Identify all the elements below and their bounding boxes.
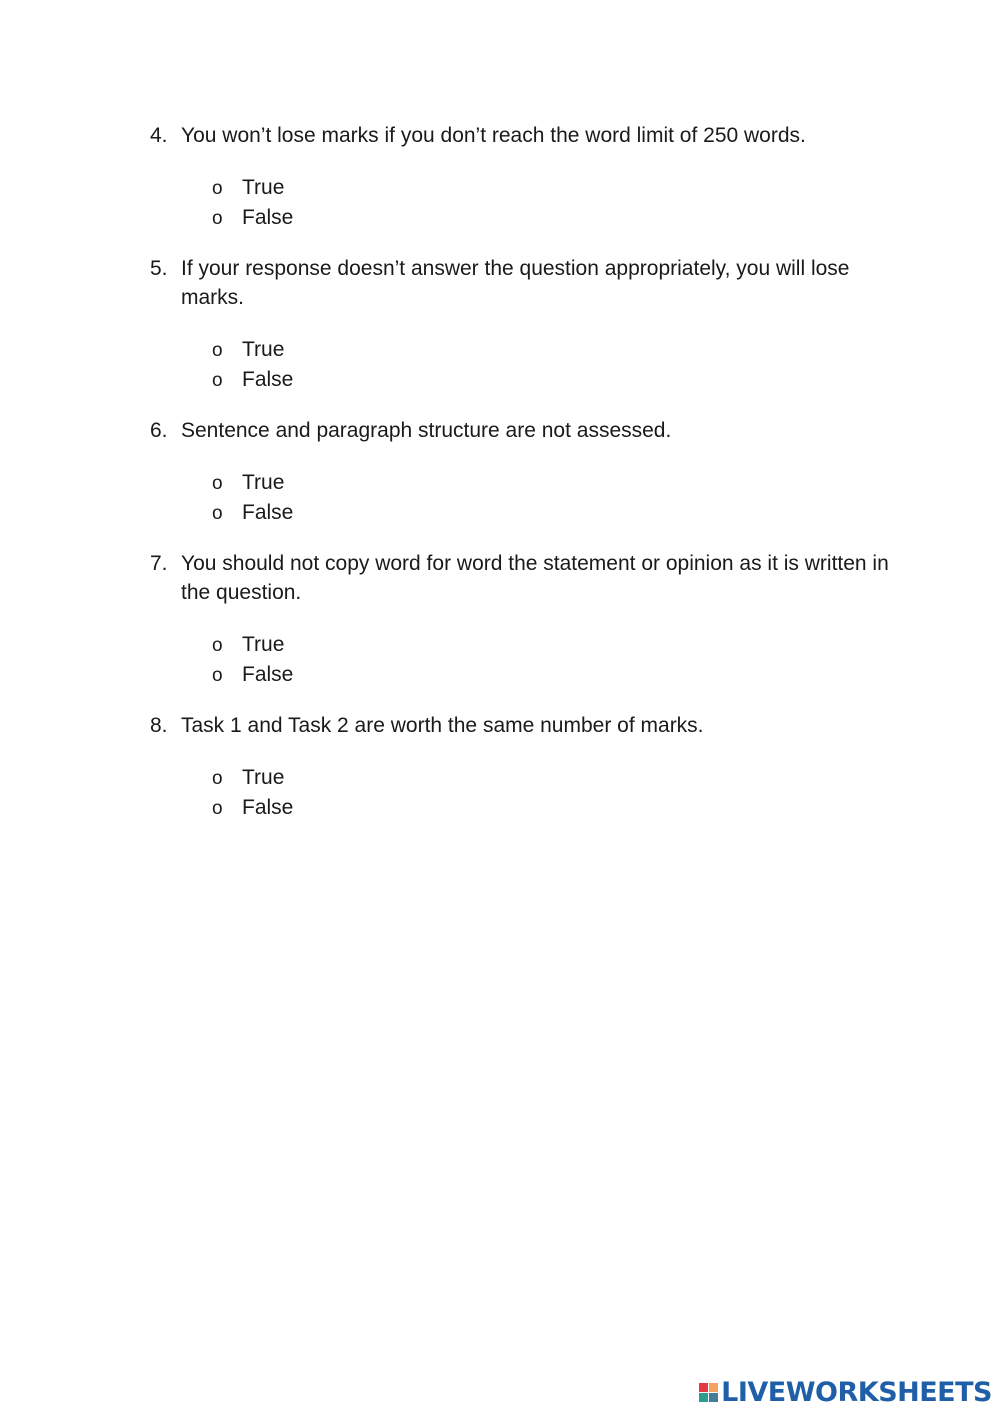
- radio-bullet[interactable]: o: [212, 473, 223, 494]
- answer-options: [150, 763, 890, 823]
- radio-bullet[interactable]: o: [212, 178, 223, 199]
- option-label: True: [242, 471, 285, 494]
- question-text: You won’t lose marks if you don’t reach the word limit of 250 words.: [181, 124, 806, 147]
- option-label: False: [242, 796, 294, 819]
- option-true[interactable]: [150, 173, 890, 203]
- radio-bullet[interactable]: o: [212, 503, 223, 524]
- option-label: False: [242, 663, 294, 686]
- option-label: False: [242, 501, 294, 524]
- option-label: True: [242, 633, 285, 656]
- question-8: [150, 711, 890, 823]
- logo-square-icon: [699, 1383, 708, 1392]
- radio-bullet[interactable]: o: [212, 208, 223, 229]
- question-number: 5.: [150, 257, 168, 280]
- logo-square-icon: [709, 1383, 718, 1392]
- answer-options: [150, 630, 890, 690]
- option-label: True: [242, 338, 285, 361]
- option-false[interactable]: [150, 793, 890, 823]
- question-text: Sentence and paragraph structure are not assessed.: [181, 419, 672, 442]
- answer-options: [150, 468, 890, 528]
- question-5: [150, 254, 890, 395]
- option-true[interactable]: [150, 630, 890, 660]
- radio-bullet[interactable]: o: [212, 768, 223, 789]
- option-false[interactable]: [150, 203, 890, 233]
- option-true[interactable]: [150, 335, 890, 365]
- question-number: 7.: [150, 552, 168, 575]
- option-false[interactable]: [150, 660, 890, 690]
- question-6: [150, 416, 890, 528]
- logo-mark-icon: [699, 1383, 718, 1402]
- radio-bullet[interactable]: o: [212, 798, 223, 819]
- liveworksheets-logo: [699, 1375, 992, 1409]
- option-false[interactable]: [150, 365, 890, 395]
- logo-square-icon: [709, 1393, 718, 1402]
- answer-options: [150, 335, 890, 395]
- option-label: False: [242, 368, 294, 391]
- question-number: 4.: [150, 124, 168, 147]
- question-number: 8.: [150, 714, 168, 737]
- brand-text: LIVEWORKSHEETS: [721, 1376, 992, 1408]
- answer-options: [150, 173, 890, 233]
- question-text: Task 1 and Task 2 are worth the same number of marks.: [181, 714, 704, 737]
- question-7: [150, 549, 890, 690]
- option-true[interactable]: [150, 763, 890, 793]
- radio-bullet[interactable]: o: [212, 635, 223, 656]
- radio-bullet[interactable]: o: [212, 370, 223, 391]
- logo-square-icon: [699, 1393, 708, 1402]
- question-text: If your response doesn’t answer the question appropriately, you will lose marks.: [181, 257, 850, 309]
- question-text: You should not copy word for word the statement or opinion as it is written in the question.: [181, 552, 889, 604]
- radio-bullet[interactable]: o: [212, 665, 223, 686]
- question-4: [150, 121, 890, 233]
- radio-bullet[interactable]: o: [212, 340, 223, 361]
- option-label: True: [242, 766, 285, 789]
- option-label: True: [242, 176, 285, 199]
- option-false[interactable]: [150, 498, 890, 528]
- option-true[interactable]: [150, 468, 890, 498]
- option-label: False: [242, 206, 294, 229]
- question-number: 6.: [150, 419, 168, 442]
